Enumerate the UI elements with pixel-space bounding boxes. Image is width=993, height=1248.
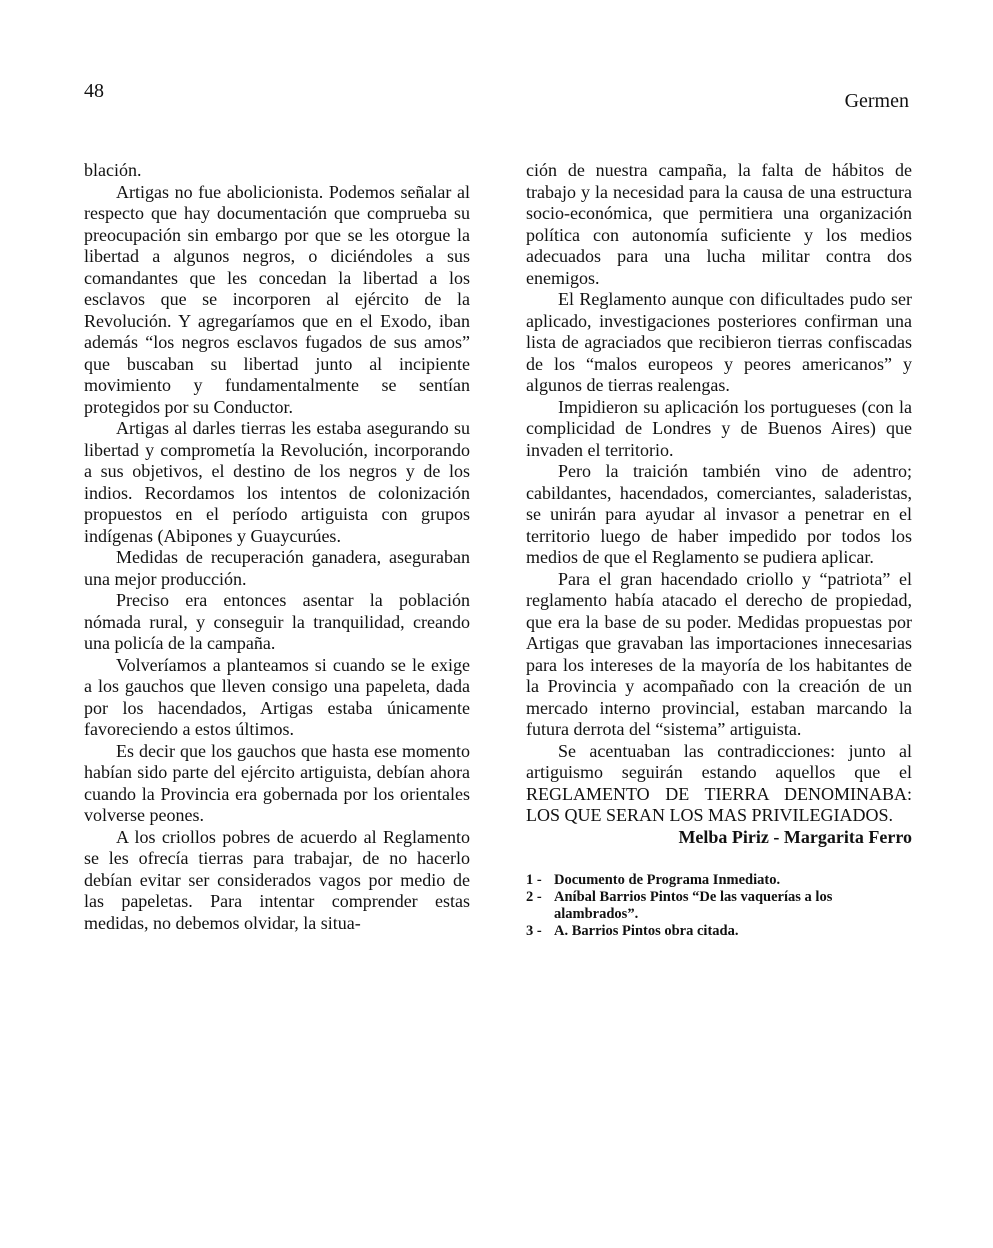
- footnote-number: 3 -: [526, 923, 542, 939]
- footnote-text: A. Barrios Pintos obra citada.: [554, 923, 739, 939]
- paragraph: Artigas no fue abolicionista. Podemos señalar al respecto que hay documentación que comprueba su preocupación sin embargo por que se les otorgue la libertad a algunos negros, o diciéndoles a sus comandantes que les concedan la libertad a los esclavos que se incorporen al ejército de la Revolución. Y agregaríamos que en el Exodo, iban además “los negros esclavos fugados de sus amos” que buscaban su libertad junto al incipiente movimiento y fundamentalmente se sentían protegidos por su Conductor.: [84, 181, 470, 417]
- paragraph: Volveríamos a planteamos si cuando se le exige a los gauchos que lleven consigo una papeleta, dada por los hacendados, Artigas estaba únicamente favoreciendo a estos últimos.: [84, 654, 470, 739]
- footnotes: [526, 872, 912, 940]
- footnote-text: Aníbal Barrios Pintos “De las vaquerías a los alambrados”.: [554, 889, 833, 922]
- page-number: 48: [84, 80, 104, 102]
- paragraph: Preciso era entonces asentar la población nómada rural, y conseguir la tranquilidad, creando una policía de la campaña.: [84, 590, 470, 653]
- paragraph: Medidas de recuperación ganadera, aseguraban una mejor producción.: [84, 547, 470, 589]
- footnote: [526, 889, 912, 923]
- paragraph: Pero la traición también vino de adentro; cabildantes, hacendados, comerciantes, saladeristas, se unirán para ayudar al invasor a penetrar en el territorio luego de haber impedido por todos los medios de que el Reglamento se pudiera aplicar.: [526, 461, 912, 567]
- paragraph: Es decir que los gauchos que hasta ese momento habían sido parte del ejército artiguista, debían ahora cuando la Provincia era gobernada por los orientales volverse peones.: [84, 740, 470, 825]
- paragraph: Impidieron su aplicación los portugueses (con la complicidad de Londres y de Buenos Aires) que invaden el territorio.: [526, 396, 912, 460]
- author-signature: Melba Piriz - Margarita Ferro: [678, 826, 912, 847]
- paragraph: Artigas al darles tierras les estaba asegurando su libertad y comprometía la Revolución, incorporando a sus objetivos, el destino de los negros y de los indios. Recordamos los intentos de colonización propuestos en el período artiguista con grupos indígenas (Abipones y Guaycurúes.: [84, 418, 470, 546]
- left-column: [84, 160, 470, 934]
- footnote-number: 1 -: [526, 872, 542, 888]
- paragraph: El Reglamento aunque con dificultades pudo ser aplicado, investigaciones posteriores confirman una lista de agraciados que recibieron tierras confiscadas de los “malos europeos y peores americanos” y algunos de tierras realengas.: [526, 289, 912, 395]
- paragraph: ción de nuestra campaña, la falta de hábitos de trabajo y la necesidad para la causa de una estructura socio-económica, que permitiera una organización política con autonomía suficiente y los medios adecuados para una lucha militar contra dos enemigos.: [526, 160, 912, 288]
- footnote-number: 2 -: [526, 889, 542, 905]
- paragraph: A los criollos pobres de acuerdo al Reglamento se les ofrecía tierras para trabajar, de no hacerlo debían evitar ser considerados vagos por medio de las papeletas. Para intentar comprender estas medidas, no debemos olvidar, la situa-: [84, 826, 470, 933]
- paragraph: blación.: [84, 160, 142, 180]
- running-head: Germen: [844, 90, 909, 112]
- footnote-text: Documento de Programa Inmediato.: [554, 872, 781, 888]
- footnote: [526, 872, 912, 889]
- right-column: [526, 160, 912, 940]
- paragraph: Para el gran hacendado criollo y “patriota” el reglamento había atacado el derecho de propiedad, que era la base de su poder. Medidas propuestas por Artigas que gravaban las importaciones innecesarias para los intereses de la mayoría de los habitantes de la Provincia y acompañado con la creación de un mercado interno provincial, estaban marcando la futura derrota del “sistema” artiguista.: [526, 568, 912, 739]
- footnote: [526, 923, 912, 940]
- paragraph: Se acentuaban las contradicciones: junto al artiguismo seguirán estando aquellos que el REGLAMENTO DE TIERRA DENOMINABA: LOS QUE SERAN LOS MAS PRIVILEGIADOS.: [526, 740, 912, 825]
